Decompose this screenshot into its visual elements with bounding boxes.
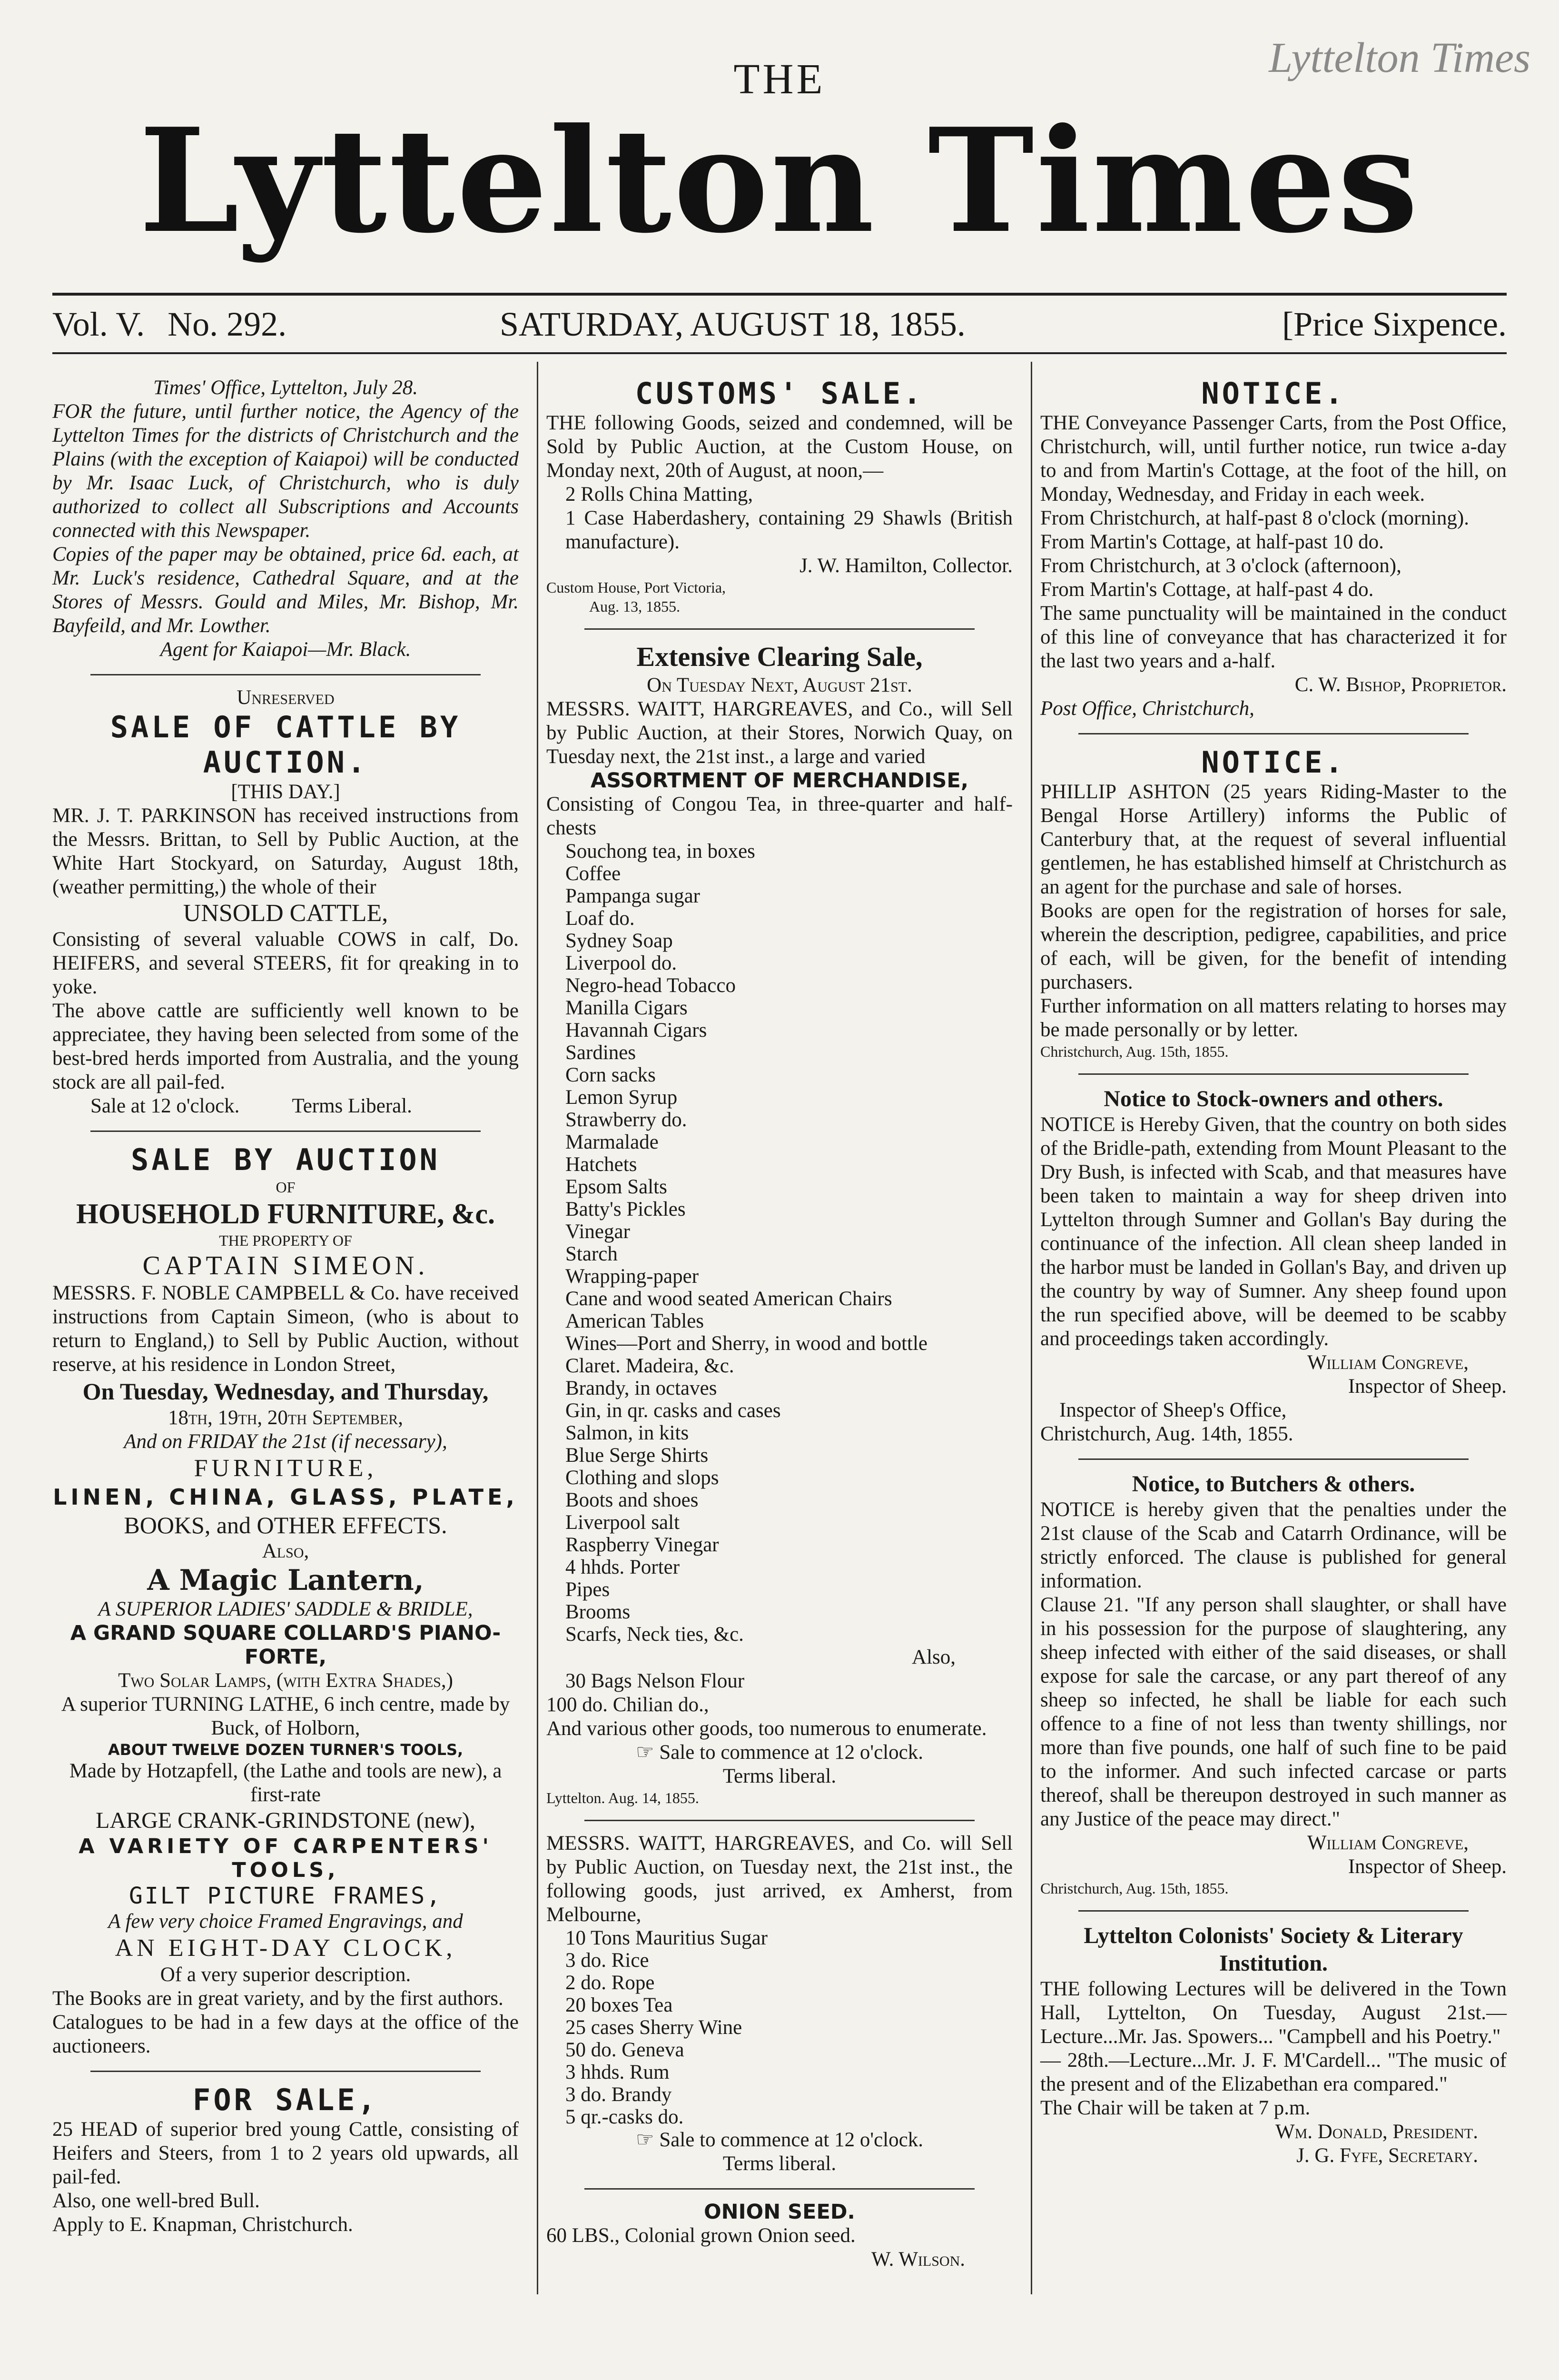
furniture-saddle: A SUPERIOR LADIES' SADDLE & BRIDLE, [98, 1598, 473, 1620]
furniture-engravings: A few very choice Framed Engravings, and [108, 1910, 463, 1933]
section-rule [1078, 733, 1469, 734]
lectures-body: THE following Lectures will be delivered in the Town Hall, Lyttelton, On Tuesday, August 21st.—Lecture...Mr. Jas. Spowers... "Campbell and his Poetry." [1040, 1978, 1507, 2048]
masthead-rule-top [52, 293, 1507, 296]
dateline [52, 305, 1507, 352]
furniture-clock-desc: Of a very superior description. [160, 1964, 411, 1986]
stock-office: Inspector of Sheep's Office, [1059, 1399, 1287, 1421]
stock-date: Christchurch, Aug. 14th, 1855. [1040, 1423, 1293, 1445]
masthead-rule-bottom [52, 352, 1507, 354]
masthead-title: Lyttelton Times [138, 97, 1421, 265]
lectures-president: Wm. Donald, President. [1275, 2121, 1478, 2143]
clearing-item: Negro-head Tobacco [565, 974, 736, 997]
stock-notice [1040, 1085, 1507, 1446]
section-rule [90, 1130, 481, 1132]
clearing-flour-1: 30 Bags Nelson Flour [565, 1670, 745, 1692]
section-rule [1078, 1458, 1469, 1460]
clearing-item: Scarfs, Neck ties, &c. [565, 1623, 744, 1646]
forsale-body: 25 HEAD of superior bred young Cattle, consisting of Heifers and Steers, from 1 to 2 years old upwards, all pail-fed. [52, 2118, 519, 2188]
clearing-when: On Tuesday Next, August 21st. [647, 674, 912, 696]
amherst-item: 3 hhds. Rum [565, 2061, 670, 2083]
clearing-commence: ☞ Sale to commence at 12 o'clock. [636, 1741, 923, 1764]
section-rule [584, 2188, 975, 2190]
clearing-item: Sydney Soap [565, 930, 673, 952]
carts-place: Post Office, Christchurch, [1040, 697, 1254, 720]
cattle-sale [52, 686, 519, 1118]
carts-time-1: From Christchurch, at half-past 8 o'clock (morning). [1040, 507, 1469, 529]
forsale-apply: Apply to E. Knapman, Christchurch. [52, 2213, 353, 2236]
furniture-piano: A GRAND SQUARE COLLARD'S PIANO-FORTE, [70, 1621, 501, 1669]
price: [Price Sixpence. [1282, 305, 1507, 343]
butchers-body: NOTICE is hereby given that the penalties under the 21st clause of the Scab and Catarrh Ordinance, will be strictly enforced. The clause is published for general information. [1040, 1498, 1507, 1592]
clearing-item: Corn sacks [565, 1064, 656, 1086]
carts-title: NOTICE. [1201, 376, 1346, 411]
furniture-frames: GILT PICTURE FRAMES, [129, 1883, 442, 1909]
butchers-signed: William Congreve, [1307, 1832, 1469, 1854]
ashton-title: NOTICE. [1201, 745, 1346, 780]
butchers-dateline: Christchurch, Aug. 15th, 1855. [1040, 1880, 1229, 1897]
clearing-item: Souchong tea, in boxes [565, 840, 755, 863]
lectures-title: Lyttelton Colonists' Society & Literary Institution. [1084, 1923, 1463, 1976]
clearing-item: Sardines [565, 1041, 636, 1064]
butchers-notice [1040, 1470, 1507, 1898]
butchers-clause: Clause 21. "If any person shall slaughter, or shall have in his possession for the purpose of slaughtering, any sheep infected with either of the said diseases, or shall expose for sale the carcase, or any part thereof of any sheep so infected, he shall be liable for each such offence to a fine of not less than twenty shillings, nor more than five pounds, one half of such fine to be paid to the informer. And such infected carcase or parts thereof, shall be thereupon destroyed in such manner as any Justice of the peace may direct." [1040, 1594, 1507, 1830]
amherst-commence: ☞ Sale to commence at 12 o'clock. [636, 2129, 923, 2151]
ashton-further: Further information on all matters relating to horses may be made personally or by letter. [1040, 995, 1507, 1041]
ashton-dateline: Christchurch, Aug. 15th, 1855. [1040, 1043, 1229, 1060]
furniture-title: SALE BY AUCTION [131, 1142, 440, 1177]
customs-place: Custom House, Port Victoria, [546, 579, 726, 596]
clearing-item: 4 hhds. Porter [565, 1556, 680, 1578]
furniture-owner: CAPTAIN SIMEON. [142, 1251, 429, 1280]
clearing-item: Pipes [565, 1578, 610, 1601]
section-rule [90, 2071, 481, 2072]
cattle-pre: Unreserved [237, 686, 335, 709]
clearing-item: Batty's Pickles [565, 1198, 686, 1220]
column-divider-1 [537, 362, 538, 2294]
lectures-secretary: J. G. Fyfe, Secretary. [1296, 2144, 1478, 2167]
clearing-item: Wrapping-paper [565, 1265, 699, 1288]
lectures-chair: The Chair will be taken at 7 p.m. [1040, 2097, 1311, 2119]
furniture-holtz: Made by Hotzapfell, (the Lathe and tools are new), a first-rate [69, 1760, 502, 1806]
ashton-books: Books are open for the registration of horses for sale, wherein the description, pedigree, capabilities, and price of each, will be given, for the benefit of intending purchasers. [1040, 900, 1507, 993]
clearing-item: Loaf do. [565, 907, 635, 930]
clearing-item: Liverpool do. [565, 952, 677, 974]
clearing-item: Wines—Port and Sherry, in wood and bottle [565, 1332, 928, 1355]
furniture-of: OF [276, 1179, 296, 1196]
onion-title: ONION SEED. [704, 2200, 855, 2224]
furniture-sale [52, 1142, 519, 2058]
amherst-item: 10 Tons Mauritius Sugar [565, 1927, 768, 1949]
section-rule [1078, 1073, 1469, 1075]
amherst-item: 50 do. Geneva [565, 2039, 684, 2061]
furniture-lathe: A superior TURNING LATHE, 6 inch centre, made by Buck, of Holborn, [61, 1693, 510, 1739]
stock-body: NOTICE is Hereby Given, that the country on both sides of the Bridle-path, extending from Mount Pleasant to the Dry Bush, is infected with Scab, and that measures have been taken to maintain a way for sheep driven into Lyttelton through Sumner and Gollan's Bay during the continuance of the infection. All clean sheep landed in the harbor must be landed in Gollan's Bay, and driven up the country by way of Sumner. Any sheep found upon the run specified above, will be deemed to be scabby and proceedings taken accordingly. [1040, 1113, 1507, 1350]
carts-time-4: From Martin's Cottage, at half-past 4 do. [1040, 578, 1374, 601]
pointing-hand-icon: ☞ [636, 1741, 660, 1764]
furniture-property: THE PROPERTY OF [219, 1232, 352, 1249]
furniture-body: MESSRS. F. NOBLE CAMPBELL & Co. have received instructions from Captain Simeon, (who is about to return to England,) to Sell by Public Auction, without reserve, at his residence in London Street, [52, 1282, 519, 1376]
carts-punct: The same punctuality will be maintained in the conduct of this line of conveyance that has characterized it for the last two years and a-half. [1040, 602, 1507, 672]
furniture-catalogues: Catalogues to be had in a few days at the office of the auctioneers. [52, 2011, 519, 2057]
masthead-the: THE [733, 56, 826, 103]
clearing-item: Blue Serge Shirts [565, 1444, 709, 1467]
handwritten-note: Lyttelton Times [1269, 34, 1530, 81]
clearing-item: Raspberry Vinegar [565, 1534, 719, 1556]
customs-sale [546, 376, 1013, 616]
customs-item-1: 2 Rolls China Matting, [565, 483, 753, 506]
clearing-item: American Tables [565, 1310, 704, 1332]
clearing-item: Pampanga sugar [565, 885, 701, 907]
volume-number: Vol. V. No. 292. [52, 305, 287, 343]
cattle-unsold: UNSOLD CATTLE, [183, 900, 388, 927]
column-1 [52, 376, 519, 2249]
agency-body: FOR the future, until further notice, the Agency of the Lyttelton Times for the districts of Christchurch and the Plains (with the exception of Kaiapoi) will be conducted by Mr. Isaac Luck, of Christchurch, who is duly authorized to collect all Subscriptions and Accounts connected with this Newspaper. [52, 400, 519, 542]
amherst-item: 5 qr.-casks do. [565, 2106, 684, 2128]
agency-notice [52, 376, 519, 662]
cattle-desc: The above cattle are sufficiently well known to be appreciatee, they having been selected from some of the best-bred herds imported from Australia, and the young stock are all pail-fed. [52, 1000, 519, 1093]
clearing-sale [546, 640, 1013, 1807]
furniture-friday: And on FRIDAY the 21st (if necessary), [124, 1430, 447, 1453]
agency-agent: Agent for Kaiapoi—Mr. Black. [160, 638, 411, 661]
clearing-item: Epsom Salts [565, 1176, 667, 1198]
ashton-body: PHILLIP ASHTON (25 years Riding-Master to the Bengal Horse Artillery) informs the Public of Canterbury that, at the request of several influential gentlemen, he has established himself at Christchurch as an agent for the purchase and sale of horses. [1040, 781, 1507, 898]
clearing-item: Starch [565, 1243, 618, 1265]
furniture-grind: LARGE CRANK-GRINDSTONE (new), [96, 1808, 475, 1833]
furniture-clock: AN EIGHT-DAY CLOCK, [115, 1934, 456, 1962]
clearing-terms: Terms liberal. [722, 1765, 837, 1787]
cattle-sub: [THIS DAY.] [231, 781, 340, 803]
furniture-furniture: FURNITURE, [194, 1455, 377, 1482]
amherst-body: MESSRS. WAITT, HARGREAVES, and Co. will Sell by Public Auction, on Tuesday next, the 21st inst., the following goods, just arrived, ex Amherst, from Melbourne, [546, 1832, 1013, 1926]
issue-date: SATURDAY, AUGUST 18, 1855. [500, 305, 966, 343]
amherst-terms: Terms liberal. [722, 2152, 837, 2175]
amherst-item-list [546, 1927, 1013, 2128]
section-rule [1078, 1910, 1469, 1912]
amherst-item: 25 cases Sherry Wine [565, 2016, 742, 2039]
stock-signed: William Congreve, [1307, 1351, 1469, 1374]
cattle-sale-line: Sale at 12 o'clock. Terms Liberal. [90, 1095, 412, 1117]
agency-dateline: Times' Office, Lyttelton, July 28. [153, 377, 418, 399]
clearing-item: Brooms [565, 1601, 631, 1623]
amherst-item: 2 do. Rope [565, 1972, 655, 1994]
clearing-item: Vinegar [565, 1220, 630, 1243]
clearing-item: Coffee [565, 863, 621, 885]
clearing-item: Boots and shoes [565, 1489, 699, 1511]
clearing-item: Manilla Cigars [565, 997, 688, 1019]
furniture-books-note: The Books are in great variety, and by the first authors. [52, 1987, 503, 2010]
amherst-sale [546, 1832, 1013, 2176]
clearing-item: Hatchets [565, 1153, 637, 1176]
carts-notice [1040, 376, 1507, 721]
clearing-item: Gin, in qr. casks and cases [565, 1399, 781, 1422]
customs-signed: J. W. Hamilton, Collector. [799, 555, 1013, 577]
stock-role: Inspector of Sheep. [1348, 1375, 1507, 1398]
forsale-bull: Also, one well-bred Bull. [52, 2190, 260, 2212]
section-rule [584, 628, 975, 630]
clearing-assort: ASSORTMENT OF MERCHANDISE, [590, 769, 969, 793]
furniture-days: On Tuesday, Wednesday, and Thursday, [82, 1378, 489, 1405]
furniture-tools: ABOUT TWELVE DOZEN TURNER'S TOOLS, [108, 1741, 464, 1759]
amherst-item: 3 do. Rice [565, 1949, 649, 1972]
clearing-item: Salmon, in kits [565, 1422, 689, 1444]
furniture-lantern: A Magic Lantern, [147, 1564, 424, 1597]
for-sale [52, 2082, 519, 2237]
forsale-title: FOR SALE, [193, 2082, 378, 2117]
clearing-item: Claret. Madeira, &c. [565, 1355, 734, 1377]
clearing-body: MESSRS. WAITT, HARGREAVES, and Co., will Sell by Public Auction, at their Stores, Norwich Quay, on Tuesday next, the 21st inst., a large and varied [546, 698, 1013, 768]
section-rule [90, 674, 481, 675]
column-2 [546, 376, 1013, 2284]
clearing-item: Clothing and slops [565, 1467, 719, 1489]
clearing-dateline: Lyttelton. Aug. 14, 1855. [546, 1789, 699, 1806]
clearing-also: Also, [912, 1646, 956, 1668]
clearing-item: Brandy, in octaves [565, 1377, 717, 1399]
furniture-also: Also, [262, 1540, 309, 1562]
carts-time-2: From Martin's Cottage, at half-past 10 do. [1040, 531, 1384, 553]
cattle-cows: Consisting of several valuable COWS in calf, Do. HEIFERS, and several STEERS, fit for qreaking in to yoke. [52, 928, 519, 998]
lectures-second: — 28th.—Lecture...Mr. J. F. M'Cardell... "The music of the present and of the Elizabethan era compared." [1040, 2049, 1507, 2095]
clearing-item-list [546, 840, 1013, 1646]
customs-title: CUSTOMS' SALE. [635, 376, 924, 411]
section-rule [584, 1820, 975, 1821]
clearing-various: And various other goods, too numerous to enumerate. [546, 1717, 987, 1740]
customs-date: Aug. 13, 1855. [589, 598, 681, 615]
onion-signed: W. Wilson. [871, 2248, 965, 2271]
stock-title: Notice to Stock-owners and others. [1104, 1086, 1443, 1111]
column-3 [1040, 376, 1507, 2180]
cattle-body: MR. J. T. PARKINSON has received instructions from the Messrs. Brittan, to Sell by Public Auction, at the White Hart Stockyard, on Saturday, August 18th, (weather permitting,) the whole of their [52, 804, 519, 898]
clearing-consisting: Consisting of Congou Tea, in three-quarter and half-chests [546, 793, 1013, 839]
furniture-books: BOOKS, and OTHER EFFECTS. [124, 1512, 447, 1538]
pointing-hand-icon: ☞ [636, 2129, 660, 2151]
butchers-role: Inspector of Sheep. [1348, 1855, 1507, 1878]
clearing-item: Havannah Cigars [565, 1019, 707, 1041]
ashton-notice [1040, 745, 1507, 1061]
furniture-lamps: Two Solar Lamps, (with Extra Shades,) [118, 1669, 453, 1692]
clearing-item: Marmalade [565, 1131, 659, 1153]
clearing-item: Strawberry do. [565, 1109, 687, 1131]
clearing-item: Liverpool salt [565, 1511, 680, 1534]
clearing-item: Lemon Syrup [565, 1086, 678, 1109]
butchers-title: Notice, to Butchers & others. [1132, 1471, 1415, 1497]
furniture-dates: 18th, 19th, 20th September, [168, 1407, 404, 1429]
onion-seed [546, 2200, 1013, 2271]
lectures-notice [1040, 1922, 1507, 2168]
carts-time-3: From Christchurch, at 3 o'clock (afternoon), [1040, 555, 1401, 577]
carts-body: THE Conveyance Passenger Carts, from the Post Office, Christchurch, will, until further notice, run twice a-day to and from Martin's Cottage, at the foot of the hill, on Monday, Wednesday, and Friday in each week. [1040, 412, 1507, 506]
furniture-carpenter: A VARIETY OF CARPENTERS' TOOLS, [79, 1835, 493, 1882]
clearing-title: Extensive Clearing Sale, [636, 641, 923, 672]
furniture-headline: HOUSEHOLD FURNITURE, &c. [76, 1198, 495, 1230]
customs-body: THE following Goods, seized and condemned, will be Sold by Public Auction, at the Custom House, on Monday next, 20th of August, at noon,— [546, 412, 1013, 482]
agency-copies: Copies of the paper may be obtained, price 6d. each, at Mr. Luck's residence, Cathedral Square, and at the Stores of Messrs. Gould and Miles, Mr. Bishop, Mr. Bayfeild, and Mr. Lowther. [52, 543, 519, 637]
clearing-flour-2: 100 do. Chilian do., [546, 1694, 709, 1716]
column-divider-2 [1031, 362, 1032, 2294]
onion-body: 60 LBS., Colonial grown Onion seed. [546, 2224, 856, 2247]
cattle-title: SALE OF CATTLE BY AUCTION. [110, 710, 461, 780]
furniture-linen: LINEN, CHINA, GLASS, PLATE, [53, 1484, 518, 1510]
clearing-item: Cane and wood seated American Chairs [565, 1288, 892, 1310]
amherst-item: 20 boxes Tea [565, 1994, 673, 2016]
customs-item-2: 1 Case Haberdashery, containing 29 Shawls (British manufacture). [565, 507, 1013, 553]
carts-signed: C. W. Bishop, Proprietor. [1294, 674, 1507, 696]
amherst-item: 3 do. Brandy [565, 2083, 672, 2106]
